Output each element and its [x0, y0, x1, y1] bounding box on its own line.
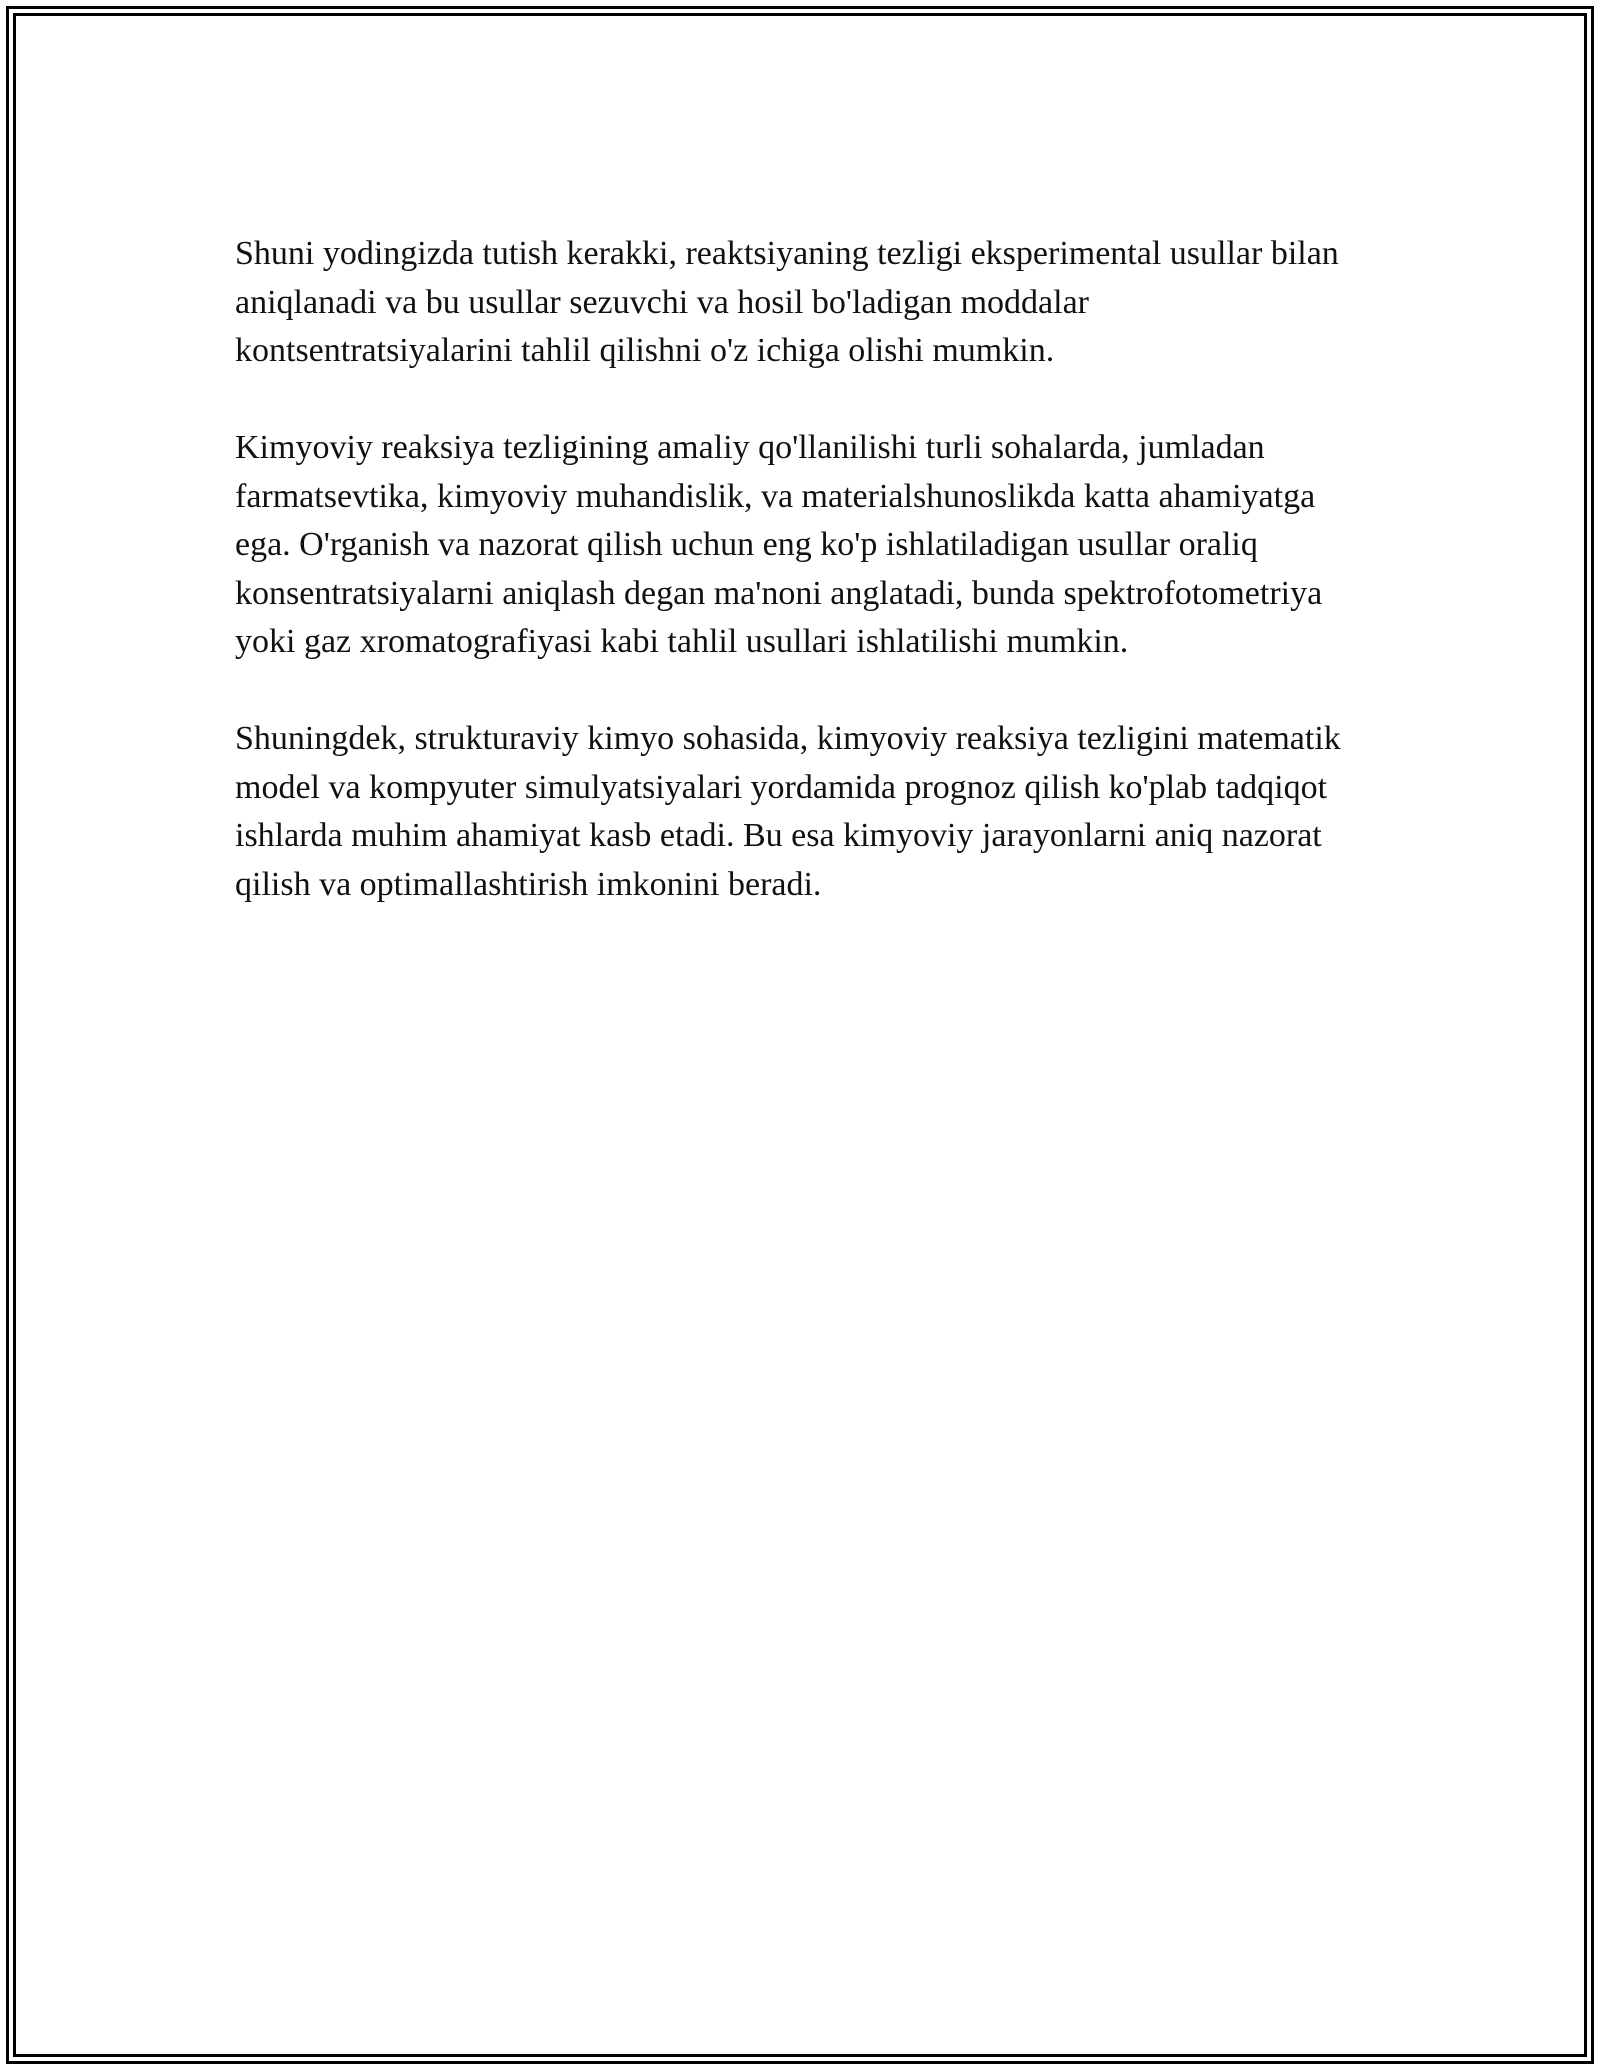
paragraph-2: Kimyoviy reaksiya tezligining amaliy qo'llanilishi turli sohalarda, jumladan farmatsevtika, kimyoviy muhandislik, va materialshunoslikda katta ahamiyatga ega. O'rganish va nazorat qilish uchun eng ko'p ishlatiladigan usullar oraliq konsentratsiyalarni aniqlash degan ma'noni anglatadi, bunda spektrofotometriya yoki gaz xromatografiyasi kabi tahlil usullari ishlatilishi mumkin.: [235, 429, 1323, 660]
document-body: [235, 230, 1365, 958]
paragraph-3: Shuningdek, strukturaviy kimyo sohasida, kimyoviy reaksiya tezligini matematik model va kompyuter simulyatsiyalari yordamida prognoz qilish ko'plab tadqiqot ishlarda muhim ahamiyat kasb etadi. Bu esa kimyoviy jarayonlarni aniq nazorat qilish va optimallashtirish imkonini beradi.: [235, 720, 1341, 903]
paragraph-1: Shuni yodingizda tutish kerakki, reaktsiyaning tezligi eksperimental usullar bilan aniqlanadi va bu usullar sezuvchi va hosil bo'ladigan moddalar kontsentratsiyalarini tahlil qilishni o'z ichiga olishi mumkin.: [235, 235, 1339, 369]
